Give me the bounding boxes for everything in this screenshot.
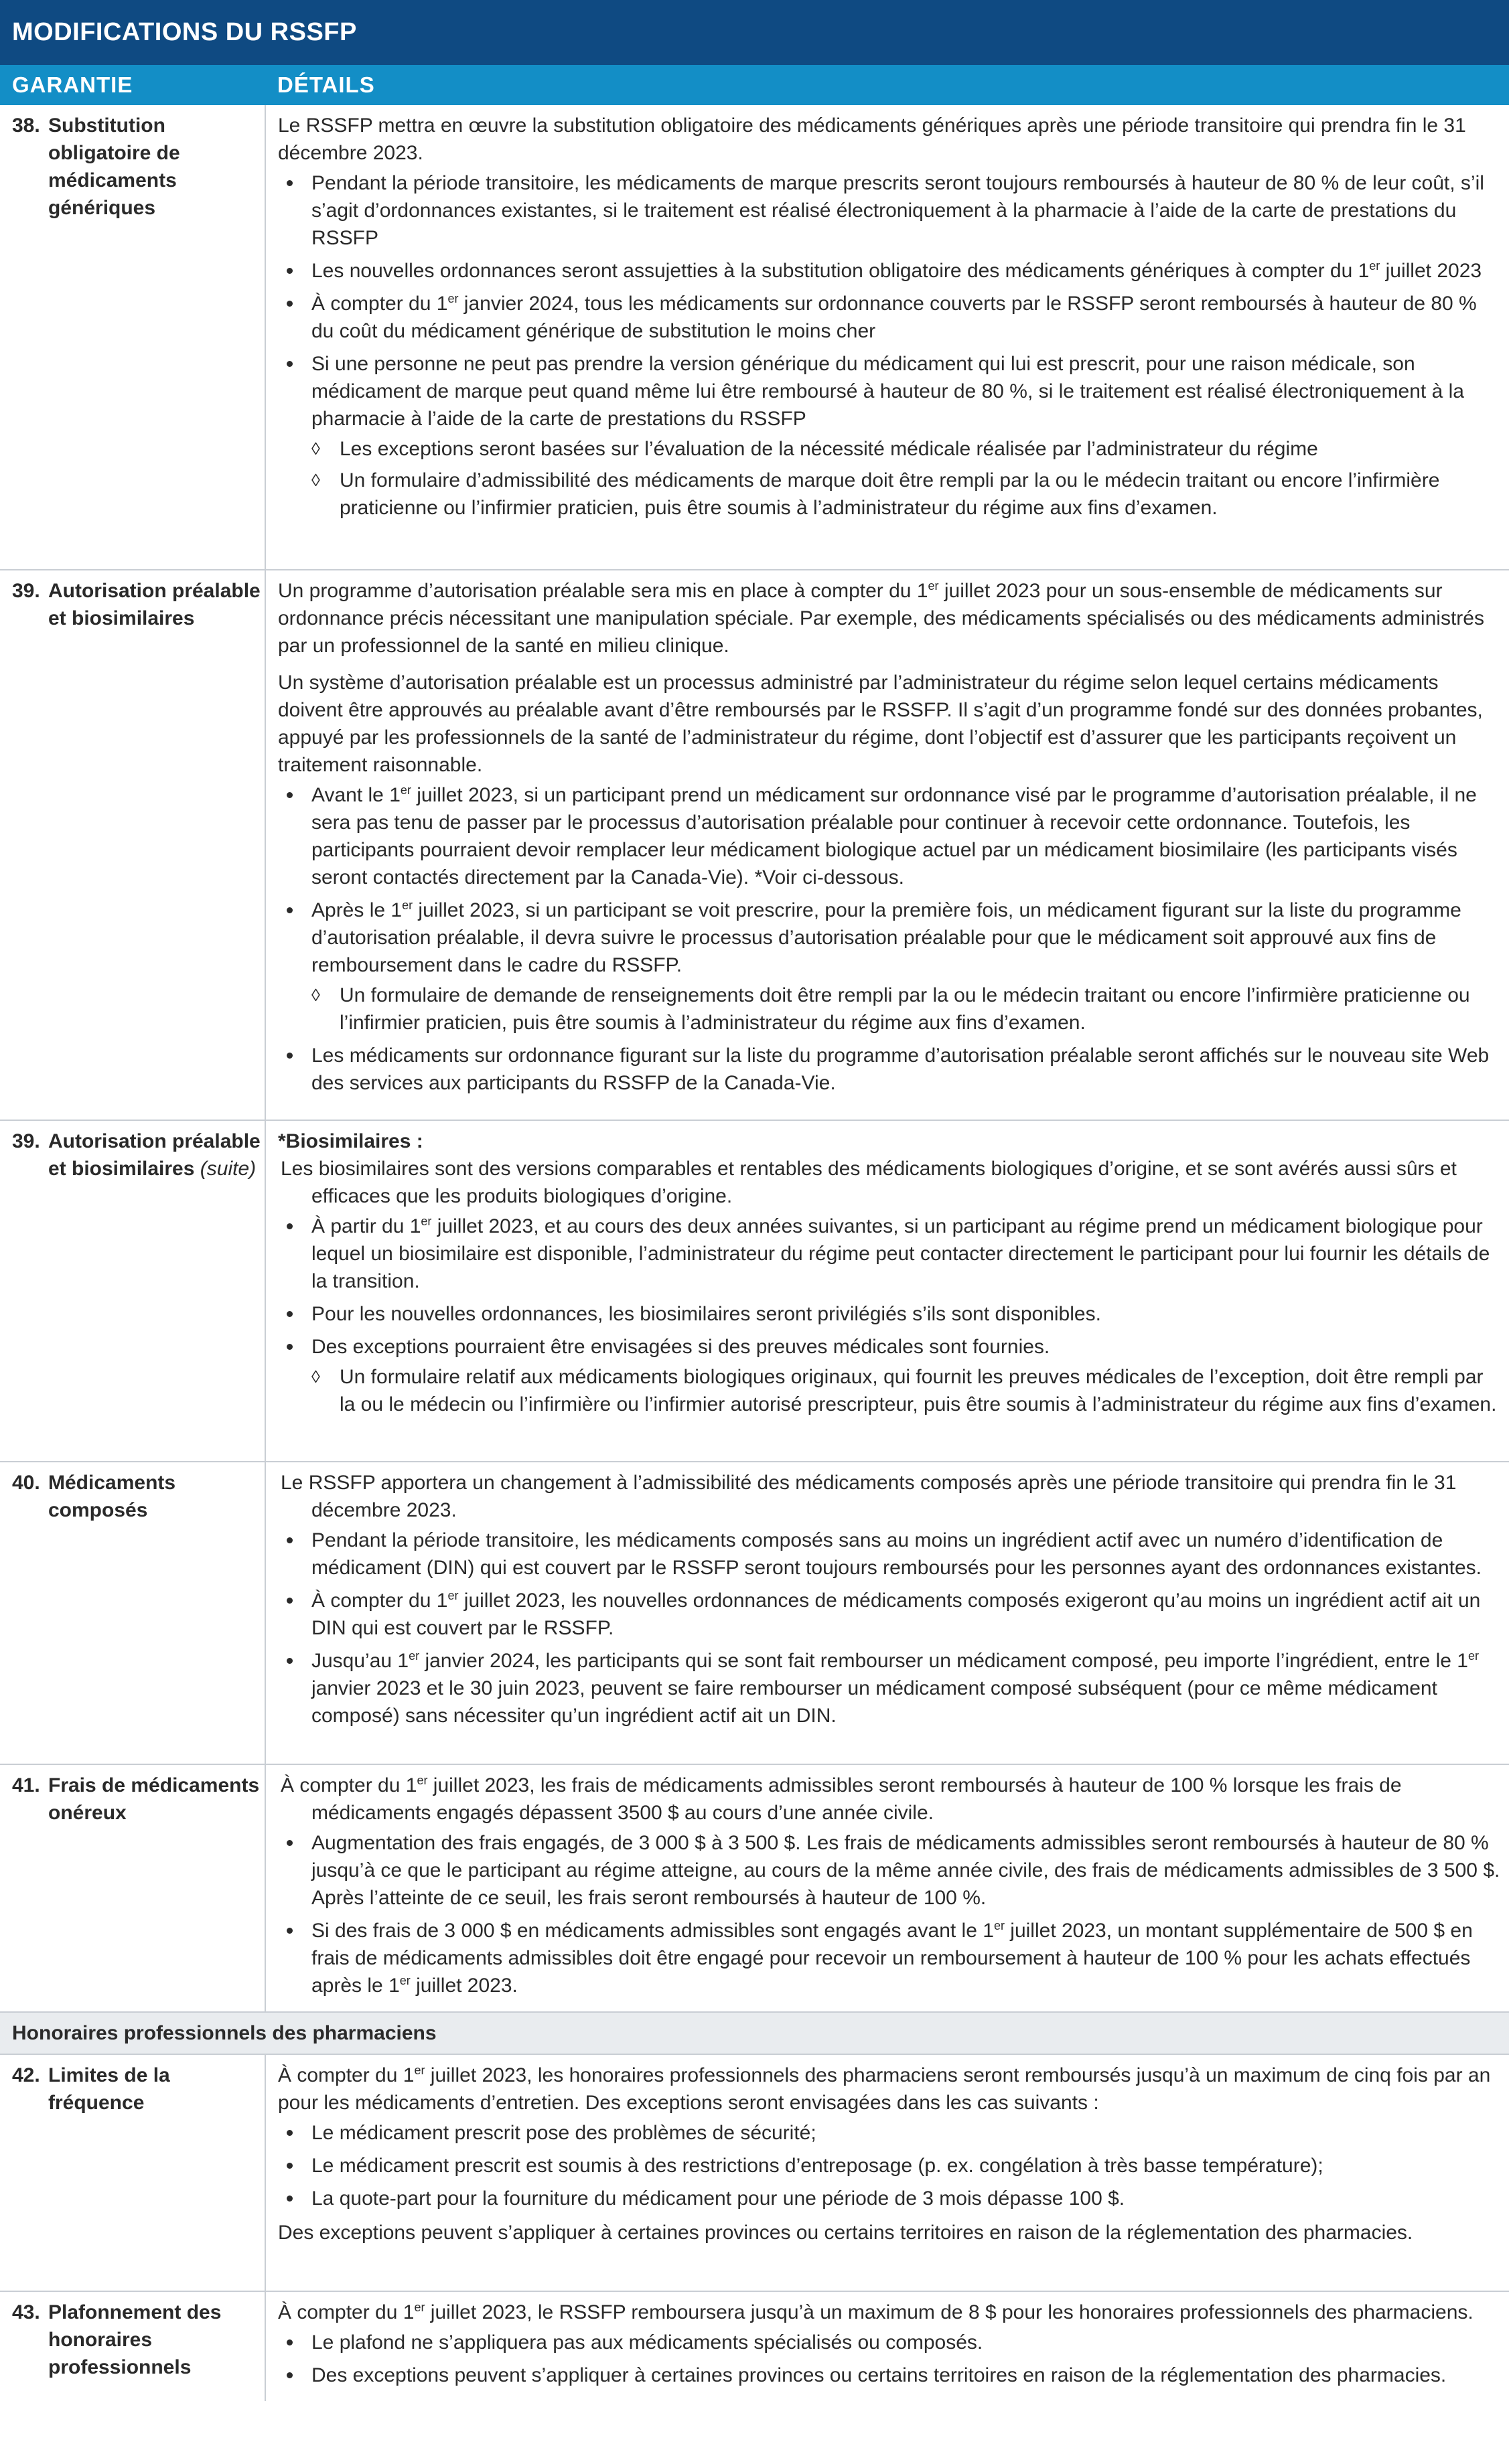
table-row: [0, 1764, 1509, 2012]
details-cell: [265, 2054, 1509, 2291]
guarantee-number: 39.: [12, 580, 40, 602]
list-item: À partir du 1er juillet 2023, et au cours des deux années suivantes, si un participant au régime prend un médicament biologique pour lequel un biosimilaire est disponible, l’administrateur du régime peut contacter directement le participant pour lui fournir les détails de la transition.: [278, 1213, 1501, 1295]
list-item: Pendant la période transitoire, les médicaments composés sans au moins un ingrédient actif avec un numéro d’identification de médicament (DIN) qui est couvert par le RSSFP seront toujours remboursés pour les personnes ayant des ordonnances existantes.: [278, 1527, 1501, 1582]
column-header-row: [0, 65, 1509, 105]
list-item: Le plafond ne s’appliquera pas aux médicaments spécialisés ou composés.: [278, 2329, 1501, 2356]
details-intro: À compter du 1er juillet 2023, le RSSFP remboursera jusqu’à un maximum de 8 $ pour les honoraires professionnels des pharmaciens.: [278, 2301, 1474, 2323]
guarantee-number: 41.: [12, 1774, 40, 1796]
sub-list-item: ◊ Un formulaire relatif aux médicaments biologiques originaux, qui fournit les preuves médicales de l’exception, doit être rempli par la ou le médecin ou l’infirmière ou l’infirmier autorisé prescripteur, puis être soumis à l’administrateur du régime aux fins d’examen.: [311, 1363, 1501, 1418]
table-row: [0, 1462, 1509, 1764]
modifications-table: [0, 105, 1509, 2401]
sub-list: [311, 435, 1501, 522]
guarantee-cell: [0, 570, 265, 1120]
details-intro: Le RSSFP apportera un changement à l’admissibilité des médicaments composés après une période transitoire qui prendra fin le 31 décembre 2023.: [281, 1472, 1457, 1521]
biosimilaires-heading: *Biosimilaires :: [278, 1130, 423, 1152]
details-paragraph: Un programme d’autorisation préalable sera mis en place à compter du 1er juillet 2023 pour un sous-ensemble de médicaments sur ordonnance précis nécessitant une manipulation spéciale. Par exemple, des médicaments spécialisés ou des médicaments administrés par un professionnel de la santé en milieu clinique.: [278, 579, 1484, 657]
details-cell: [265, 1764, 1509, 2012]
guarantee-name: Plafonnement des honoraires professionnels: [48, 2301, 222, 2378]
guarantee-name: Autorisation préalable et biosimilaires (suite): [48, 1130, 261, 1180]
bullet-list: [278, 169, 1501, 522]
details-cell: [265, 1462, 1509, 1764]
bullet-list: [278, 2329, 1501, 2389]
list-item: À compter du 1er janvier 2024, tous les médicaments sur ordonnance couverts par le RSSFP seront remboursés à hauteur de 80 % du coût du médicament générique de substitution le moins cher: [278, 290, 1501, 345]
bullet-list: [278, 2119, 1501, 2212]
details-intro: Le RSSFP mettra en œuvre la substitution obligatoire des médicaments génériques après une période transitoire qui prendra fin le 31 décembre 2023.: [278, 114, 1466, 164]
guarantee-cell: [0, 1120, 265, 1462]
list-item: Avant le 1er juillet 2023, si un participant prend un médicament sur ordonnance visé par le programme d’autorisation préalable, il ne sera pas tenu de passer par le processus d’autorisation préalable pour continuer à recevoir cette ordonnance. Toutefois, les participants pourraient devoir remplacer leur médicament biologique actuel par un médicament biosimilaire (les participants visés seront contactés directement par la Canada-Vie). *Voir ci-dessous.: [278, 781, 1501, 891]
guarantee-cell: [0, 1764, 265, 2012]
bullet-list: [278, 781, 1501, 1097]
guarantee-cell: [0, 2054, 265, 2291]
details-cell: [265, 2291, 1509, 2401]
guarantee-name: Frais de médicaments onéreux: [48, 1774, 260, 1824]
list-item: Des exceptions peuvent s’appliquer à certaines provinces ou certains territoires en raison de la réglementation des pharmacies.: [278, 2362, 1501, 2389]
list-item: Des exceptions pourraient être envisagées si des preuves médicales sont fournies. ◊ Un formulaire relatif aux médicaments biologiques originaux, qui fournit les preuves médicales de l’exception, doit être rempli par la ou le médecin ou l’infirmière ou l’infirmier autorisé prescripteur, puis être soumis à l’administrateur du régime aux fins d’examen.: [278, 1333, 1501, 1418]
guarantee-name: Limites de la fréquence: [48, 2064, 170, 2114]
bullet-list: [278, 1213, 1501, 1418]
guarantee-cell: [0, 2291, 265, 2401]
table-row: [0, 570, 1509, 1120]
section-row: [0, 2012, 1509, 2054]
table-row: [0, 1120, 1509, 1462]
suite-label: (suite): [200, 1158, 257, 1180]
guarantee-number: 38.: [12, 114, 40, 137]
list-item: Les nouvelles ordonnances seront assujetties à la substitution obligatoire des médicaments génériques à compter du 1er juillet 2023: [278, 257, 1501, 285]
page-title: MODIFICATIONS DU RSSFP: [0, 0, 1509, 65]
sub-list-item: ◊ Un formulaire d’admissibilité des médicaments de marque doit être rempli par la ou le médecin traitant ou encore l’infirmière praticienne ou l’infirmier praticien, puis être soumis à l’administrateur du régime aux fins d’examen.: [311, 467, 1501, 522]
details-cell: [265, 105, 1509, 570]
sub-list: [311, 982, 1501, 1036]
guarantee-name: Substitution obligatoire de médicaments génériques: [48, 114, 180, 219]
guarantee-cell: [0, 1462, 265, 1764]
list-item: Le médicament prescrit pose des problèmes de sécurité;: [278, 2119, 1501, 2147]
guarantee-number: 40.: [12, 1472, 40, 1494]
details-outro: Des exceptions peuvent s’appliquer à certaines provinces ou certains territoires en raison de la réglementation des pharmacies.: [278, 2222, 1413, 2244]
guarantee-number: 43.: [12, 2301, 40, 2323]
details-intro: À compter du 1er juillet 2023, les frais de médicaments admissibles seront remboursés à hauteur de 100 % lorsque les frais de médicaments engagés dépassent 3500 $ au cours d’une année civile.: [281, 1774, 1402, 1824]
list-item: Le médicament prescrit est soumis à des restrictions d’entreposage (p. ex. congélation à très basse température);: [278, 2152, 1501, 2179]
column-header-details: DÉTAILS: [277, 72, 375, 97]
details-cell: [265, 1120, 1509, 1462]
sub-list: [311, 1363, 1501, 1418]
list-item: La quote-part pour la fourniture du médicament pour une période de 3 mois dépasse 100 $.: [278, 2185, 1501, 2212]
table-row: [0, 105, 1509, 570]
sub-list-item: ◊ Un formulaire de demande de renseignements doit être rempli par la ou le médecin traitant ou encore l’infirmière praticienne ou l’infirmier praticien, puis être soumis à l’administrateur du régime aux fins d’examen.: [311, 982, 1501, 1036]
details-cell: [265, 570, 1509, 1120]
list-item: Si une personne ne peut pas prendre la version générique du médicament qui lui est prescrit, pour une raison médicale, son médicament de marque peut quand même lui être remboursé à hauteur de 80 %, si le traitement est réalisé électroniquement à la pharmacie à l’aide de la carte de prestations du RSSFP ◊ Les exceptions seront basées sur l’évaluation de la nécessité médicale réalisée par l’administrateur du régime ◊ Un formulaire d’admissibilité des médicaments de marque doit être rempli par la ou le médecin traitant ou encore l’infirmière praticienne ou l’infirmier praticien, puis être soumis à l’administrateur du régime aux fins d’examen.: [278, 350, 1501, 522]
guarantee-name: Médicaments composés: [48, 1472, 176, 1521]
list-item: Pour les nouvelles ordonnances, les biosimilaires seront privilégiés s’ils sont disponibles.: [278, 1300, 1501, 1328]
sub-list-item: ◊ Les exceptions seront basées sur l’évaluation de la nécessité médicale réalisée par l’administrateur du régime: [311, 435, 1501, 463]
details-intro: À compter du 1er juillet 2023, les honoraires professionnels des pharmaciens seront remboursés jusqu’à un maximum de cinq fois par an pour les médicaments d’entretien. Des exceptions seront envisagées dans les cas suivants :: [278, 2064, 1491, 2114]
table-row: [0, 2291, 1509, 2401]
column-header-garantie: GARANTIE: [12, 72, 133, 97]
guarantee-number: 42.: [12, 2064, 40, 2086]
list-item: Augmentation des frais engagés, de 3 000 $ à 3 500 $. Les frais de médicaments admissibles seront remboursés à hauteur de 80 % jusqu’à ce que le participant au régime atteigne, au cours de la même année civile, des frais de médicaments admissibles de 3 500 $. Après l’atteinte de ce seuil, les frais seront remboursés à hauteur de 100 %.: [278, 1829, 1501, 1912]
details-intro: Les biosimilaires sont des versions comparables et rentables des médicaments biologiques d’origine, et se sont avérés aussi sûrs et efficaces que les produits biologiques d’origine.: [281, 1158, 1457, 1207]
guarantee-name: Autorisation préalable et biosimilaires: [48, 580, 261, 629]
list-item: Jusqu’au 1er janvier 2024, les participants qui se sont fait rembourser un médicament composé, peu importe l’ingrédient, entre le 1er janvier 2023 et le 30 juin 2023, peuvent se faire rembourser un médicament composé subséquent (pour ce même médicament composé) sans nécessiter qu’un ingrédient actif ait un DIN.: [278, 1647, 1501, 1729]
section-title: Honoraires professionnels des pharmaciens: [0, 2012, 1509, 2054]
list-item: Les médicaments sur ordonnance figurant sur la liste du programme d’autorisation préalable seront affichés sur le nouveau site Web des services aux participants du RSSFP de la Canada-Vie.: [278, 1042, 1501, 1097]
details-paragraph: Un système d’autorisation préalable est un processus administré par l’administrateur du régime selon lequel certains médicaments doivent être approuvés au préalable avant d’être remboursés par le RSSFP. Il s’agit d’un programme fondé sur des données probantes, appuyé par les professionnels de la santé de l’administrateur du régime, dont l’objectif est d’assurer que les participants reçoivent un traitement raisonnable.: [278, 672, 1483, 776]
guarantee-cell: [0, 105, 265, 570]
bullet-list: [278, 1527, 1501, 1729]
list-item: Pendant la période transitoire, les médicaments de marque prescrits seront toujours remboursés à hauteur de 80 % de leur coût, s’il s’agit d’ordonnances existantes, si le traitement est réalisé électroniquement à la pharmacie à l’aide de la carte de prestations du RSSFP: [278, 169, 1501, 252]
bullet-list: [278, 1829, 1501, 1999]
list-item: Après le 1er juillet 2023, si un participant se voit prescrire, pour la première fois, un médicament figurant sur la liste du programme d’autorisation préalable, il devra suivre le processus d’autorisation préalable pour que le médicament soit approuvé aux fins de remboursement dans le cadre du RSSFP. ◊ Un formulaire de demande de renseignements doit être rempli par la ou le médecin traitant ou encore l’infirmière praticienne ou l’infirmier praticien, puis être soumis à l’administrateur du régime aux fins d’examen.: [278, 897, 1501, 1036]
table-row: [0, 2054, 1509, 2291]
guarantee-number: 39.: [12, 1130, 40, 1152]
list-item: Si des frais de 3 000 $ en médicaments admissibles sont engagés avant le 1er juillet 2023, un montant supplémentaire de 500 $ en frais de médicaments admissibles doit être engagé pour recevoir un remboursement à hauteur de 100 % pour les achats effectués après le 1er juillet 2023.: [278, 1917, 1501, 1999]
list-item: À compter du 1er juillet 2023, les nouvelles ordonnances de médicaments composés exigeront qu’au moins un ingrédient actif ait un DIN qui est couvert par le RSSFP.: [278, 1587, 1501, 1642]
